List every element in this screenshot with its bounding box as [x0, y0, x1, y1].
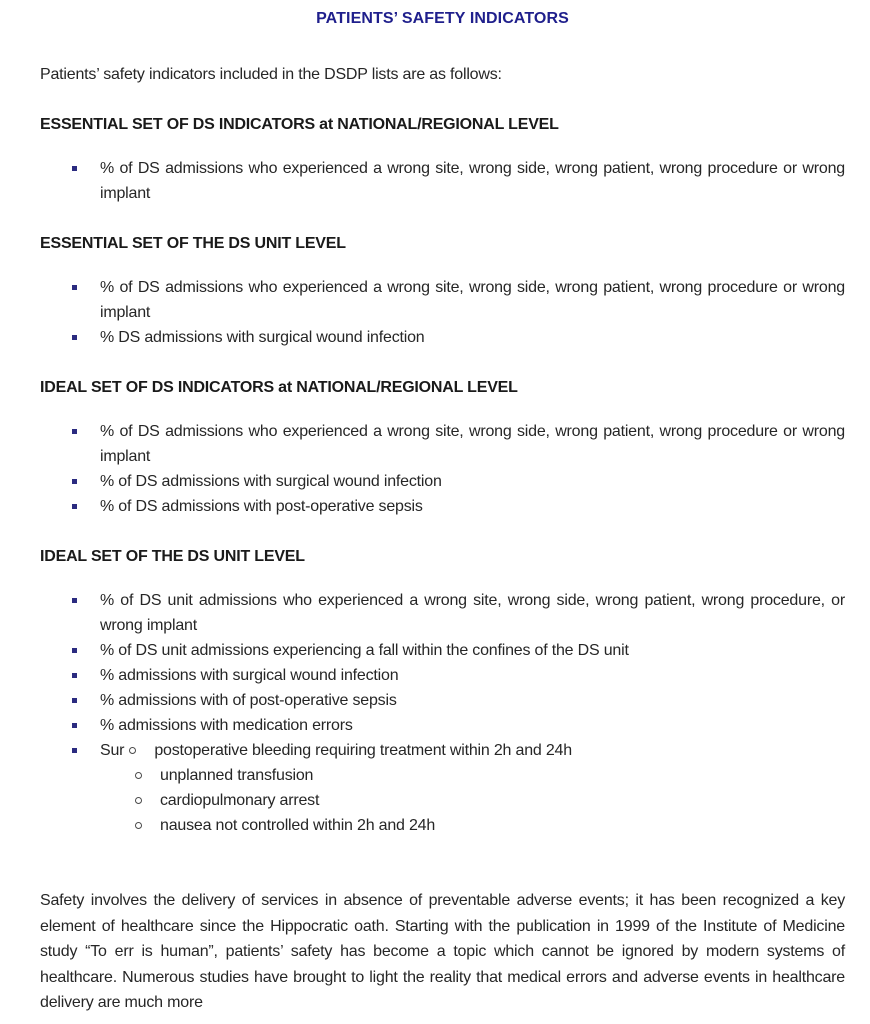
bullet-item — [40, 156, 845, 206]
circle-bullet-icon — [135, 822, 142, 829]
bullet-item — [40, 419, 845, 469]
sub-bullet-item — [40, 813, 845, 838]
bullet-item — [40, 688, 845, 713]
sub-bullet-item — [40, 788, 845, 813]
sub-bullet-text: postoperative bleeding requiring treatment within 2h and 24h — [154, 742, 572, 759]
section-heading: ESSENTIAL SET OF DS INDICATORS at NATIONAL/REGIONAL LEVEL — [40, 116, 559, 133]
square-bullet-icon — [72, 335, 77, 340]
bullet-item — [40, 494, 845, 519]
bullet-text: % of DS admissions who experienced a wrong site, wrong side, wrong patient, wrong procedure or wrong implant — [100, 279, 845, 321]
bullet-item — [40, 713, 845, 738]
bullet-item — [40, 638, 845, 663]
square-bullet-icon — [72, 504, 77, 509]
indicator-section — [40, 231, 845, 350]
circle-bullet-icon — [129, 747, 136, 754]
section-heading: IDEAL SET OF THE DS UNIT LEVEL — [40, 548, 305, 565]
closing-paragraph: Safety involves the delivery of services in absence of preventable adverse events; it has been recognized a key element of healthcare since the Hippocratic oath. Starting with the publication in 1999 of the Institute of Medicine study “To err is human”, patients’ safety has become a topic which cannot be ignored by modern systems of healthcare. Numerous studies have brought to light the reality that medical errors and adverse events in healthcare delivery are much more — [40, 892, 845, 1012]
page-title: PATIENTS’ SAFETY INDICATORS — [316, 10, 569, 27]
indicator-section — [40, 112, 845, 206]
bullet-item — [40, 275, 845, 325]
circle-bullet-icon — [135, 797, 142, 804]
square-bullet-icon — [72, 698, 77, 703]
partial-bullet-text: Sur — [100, 742, 125, 759]
bullet-text: % of DS unit admissions who experienced a wrong site, wrong side, wrong patient, wrong procedure, or wrong implant — [100, 592, 845, 634]
section-heading: ESSENTIAL SET OF THE DS UNIT LEVEL — [40, 235, 346, 252]
bullet-text: % admissions with of post-operative sepsis — [100, 692, 397, 709]
section-heading: IDEAL SET OF DS INDICATORS at NATIONAL/REGIONAL LEVEL — [40, 379, 518, 396]
bullet-item — [40, 588, 845, 638]
bullet-text: % of DS admissions with post-operative sepsis — [100, 498, 423, 515]
intro-paragraph: Patients’ safety indicators included in the DSDP lists are as follows: — [40, 66, 502, 83]
bullet-list — [40, 419, 845, 519]
bullet-list — [40, 275, 845, 350]
square-bullet-icon — [72, 429, 77, 434]
bullet-item — [40, 325, 845, 350]
bullet-text: % of DS unit admissions experiencing a fall within the confines of the DS unit — [100, 642, 629, 659]
square-bullet-icon — [72, 723, 77, 728]
bullet-list — [40, 156, 845, 206]
bullet-text: % admissions with surgical wound infection — [100, 667, 399, 684]
sub-bullet-text: nausea not controlled within 2h and 24h — [160, 817, 436, 834]
bullet-list — [40, 588, 845, 838]
bullet-text: % admissions with medication errors — [100, 717, 353, 734]
indicator-section — [40, 544, 845, 838]
bullet-text: % of DS admissions with surgical wound infection — [100, 473, 442, 490]
bullet-text: % DS admissions with surgical wound infection — [100, 329, 425, 346]
square-bullet-icon — [72, 166, 77, 171]
sections-container — [40, 112, 845, 838]
bullet-item — [40, 663, 845, 688]
sub-bullet-item — [40, 763, 845, 788]
square-bullet-icon — [72, 673, 77, 678]
square-bullet-icon — [72, 748, 77, 753]
sub-bullet-text: unplanned transfusion — [160, 767, 314, 784]
circle-bullet-icon — [135, 772, 142, 779]
indicator-section — [40, 375, 845, 519]
bullet-text: % of DS admissions who experienced a wrong site, wrong side, wrong patient, wrong procedure or wrong implant — [100, 423, 845, 465]
square-bullet-icon — [72, 648, 77, 653]
square-bullet-icon — [72, 479, 77, 484]
bullet-item — [40, 469, 845, 494]
square-bullet-icon — [72, 285, 77, 290]
square-bullet-icon — [72, 598, 77, 603]
bullet-item-partial — [40, 738, 845, 763]
sub-bullet-text: cardiopulmonary arrest — [160, 792, 320, 809]
bullet-text: % of DS admissions who experienced a wrong site, wrong side, wrong patient, wrong procedure or wrong implant — [100, 160, 845, 202]
